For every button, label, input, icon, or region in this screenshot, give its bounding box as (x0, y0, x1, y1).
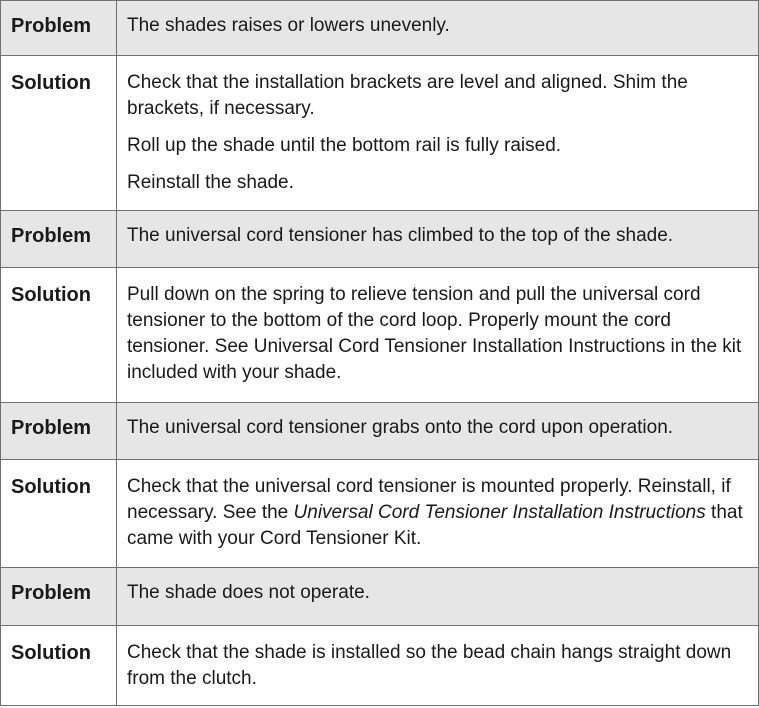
solution-text-before: Check that the universal cord tensioner is mounted properly. Reinstall, if necessary. See the (127, 476, 731, 523)
problem-row (1, 211, 759, 268)
problem-paragraph: The shades raises or lowers unevenly. (127, 15, 450, 36)
solution-row (1, 268, 759, 403)
problem-text (117, 211, 759, 268)
solution-row (1, 460, 759, 568)
solution-paragraph (127, 474, 748, 552)
problem-label: Problem (1, 403, 117, 460)
problem-paragraph: The universal cord tensioner has climbed to the top of the shade. (127, 225, 674, 246)
solution-row (1, 626, 759, 706)
solution-label: Solution (1, 56, 117, 211)
problem-row (1, 568, 759, 626)
solution-row (1, 56, 759, 211)
problem-paragraph: The shade does not operate. (127, 582, 370, 603)
solution-text-after: that came with your Cord Tensioner Kit. (127, 502, 743, 549)
solution-paragraph: Pull down on the spring to relieve tension and pull the universal cord tensioner to the bottom of the cord loop. Properly mount the cord tensioner. See Universal Cord Tensioner Installation Instructions in the kit included with your shade. (127, 284, 742, 383)
solution-text (117, 626, 759, 706)
solution-paragraph: Roll up the shade until the bottom rail is fully raised. (127, 135, 562, 156)
problem-row (1, 403, 759, 460)
solution-paragraph: Check that the shade is installed so the bead chain hangs straight down from the clutch. (127, 642, 732, 689)
instructions-title: Universal Cord Tensioner Installation Instructions (293, 502, 706, 523)
solution-paragraph: Reinstall the shade. (127, 172, 294, 193)
problem-text (117, 403, 759, 460)
problem-row (1, 1, 759, 56)
problem-paragraph: The universal cord tensioner grabs onto the cord upon operation. (127, 417, 674, 438)
solution-label: Solution (1, 626, 117, 706)
problem-label: Problem (1, 1, 117, 56)
problem-text (117, 1, 759, 56)
solution-paragraph: Check that the installation brackets are level and aligned. Shim the brackets, if necessary. (127, 72, 688, 119)
problem-label: Problem (1, 211, 117, 268)
problem-label: Problem (1, 568, 117, 626)
solution-label: Solution (1, 268, 117, 403)
solution-label: Solution (1, 460, 117, 568)
problem-text (117, 568, 759, 626)
solution-text (117, 460, 759, 568)
solution-text (117, 56, 759, 211)
solution-text (117, 268, 759, 403)
